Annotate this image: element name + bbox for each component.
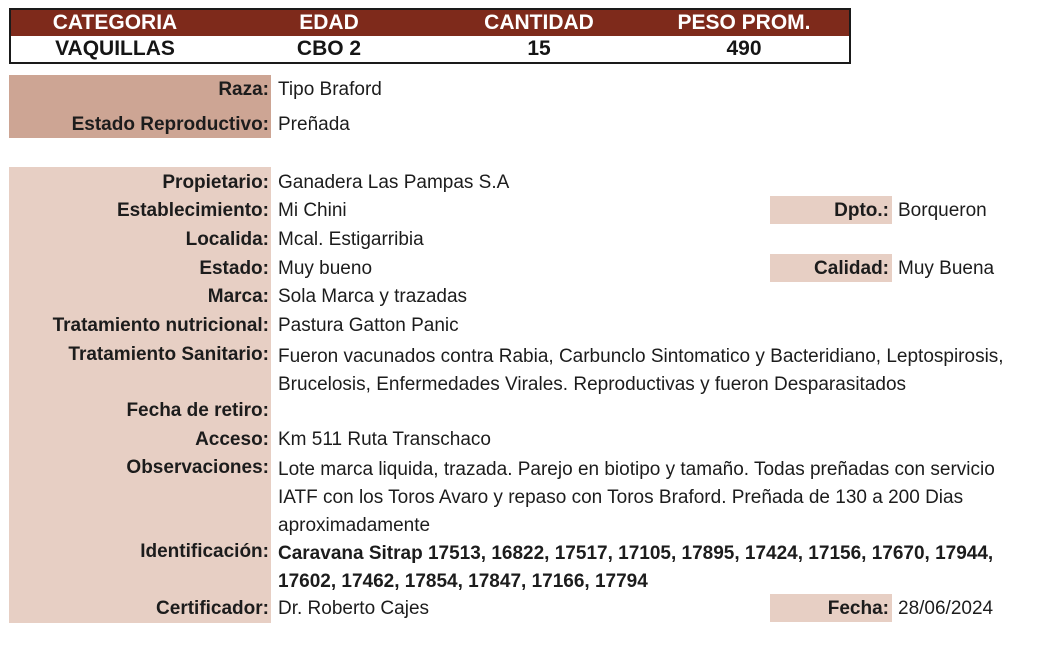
marca-label: Marca:	[207, 286, 269, 307]
observaciones-value: Lote marca liquida, trazada. Parejo en biotipo y tamaño. Todas preñadas con servicio IATF con los Toros Avaro y repaso con Toros Braford. Preñada de 130 a 200 Dias aproximadamente	[278, 459, 995, 536]
fecha-label: Fecha:	[827, 598, 889, 619]
value-edad: CBO 2	[296, 37, 362, 60]
establecimiento-value: Mi Chini	[278, 200, 347, 221]
tratamiento-sanitario-label: Tratamiento Sanitario:	[68, 344, 269, 365]
tratamiento-nutricional-value: Pastura Gatton Panic	[278, 315, 459, 336]
certificador-label: Certificador:	[156, 598, 269, 619]
propietario-value: Ganadera Las Pampas S.A	[278, 172, 510, 193]
header-cantidad: CANTIDAD	[484, 11, 594, 34]
dpto-value: Borqueron	[898, 200, 987, 221]
header-peso-prom: PESO PROM.	[677, 11, 811, 34]
establecimiento-label: Establecimiento:	[116, 200, 269, 221]
marca-value: Sola Marca y trazadas	[278, 286, 468, 307]
estado-reproductivo-label: Estado Reproductivo:	[71, 114, 269, 135]
propietario-label: Propietario:	[162, 172, 269, 193]
tratamiento-nutricional-label: Tratamiento nutricional:	[52, 315, 269, 336]
calidad-value: Muy Buena	[898, 258, 995, 279]
acceso-label: Acceso:	[195, 429, 269, 450]
localida-value: Mcal. Estigarribia	[278, 229, 424, 250]
summary-value-row	[11, 36, 849, 62]
fecha-retiro-label: Fecha de retiro:	[126, 400, 269, 421]
estado-label: Estado:	[199, 258, 269, 279]
raza-value: Tipo Braford	[278, 79, 382, 100]
summary-table	[9, 8, 851, 64]
estado-value: Muy bueno	[278, 258, 373, 279]
calidad-label: Calidad:	[814, 258, 889, 279]
value-cantidad: 15	[527, 37, 551, 60]
localida-label: Localida:	[185, 229, 269, 250]
value-peso-prom: 490	[726, 37, 762, 60]
tratamiento-sanitario-value: Fueron vacunados contra Rabia, Carbunclo Sintomatico y Bacteridiano, Leptospirosis, Brucelosis, Enfermedades Virales. Reproductivas y fueron Desparasitados	[278, 346, 1004, 395]
dpto-label: Dpto.:	[834, 200, 889, 221]
estado-reproductivo-value: Preñada	[278, 114, 350, 135]
header-categoria: CATEGORIA	[52, 11, 178, 34]
identificacion-label: Identificación:	[140, 541, 269, 562]
acceso-value: Km 511 Ruta Transchaco	[278, 429, 491, 450]
summary-header-row	[11, 10, 849, 36]
value-categoria: VAQUILLAS	[55, 37, 175, 60]
fecha-value: 28/06/2024	[898, 598, 994, 619]
certificador-value: Dr. Roberto Cajes	[278, 598, 430, 619]
observaciones-label: Observaciones:	[126, 457, 269, 478]
raza-label: Raza:	[218, 79, 269, 100]
header-edad: EDAD	[299, 11, 359, 34]
identificacion-value: Caravana Sitrap 17513, 16822, 17517, 17105, 17895, 17424, 17156, 17670, 17944, 17602, 17462, 17854, 17847, 17166, 17794	[278, 543, 994, 592]
